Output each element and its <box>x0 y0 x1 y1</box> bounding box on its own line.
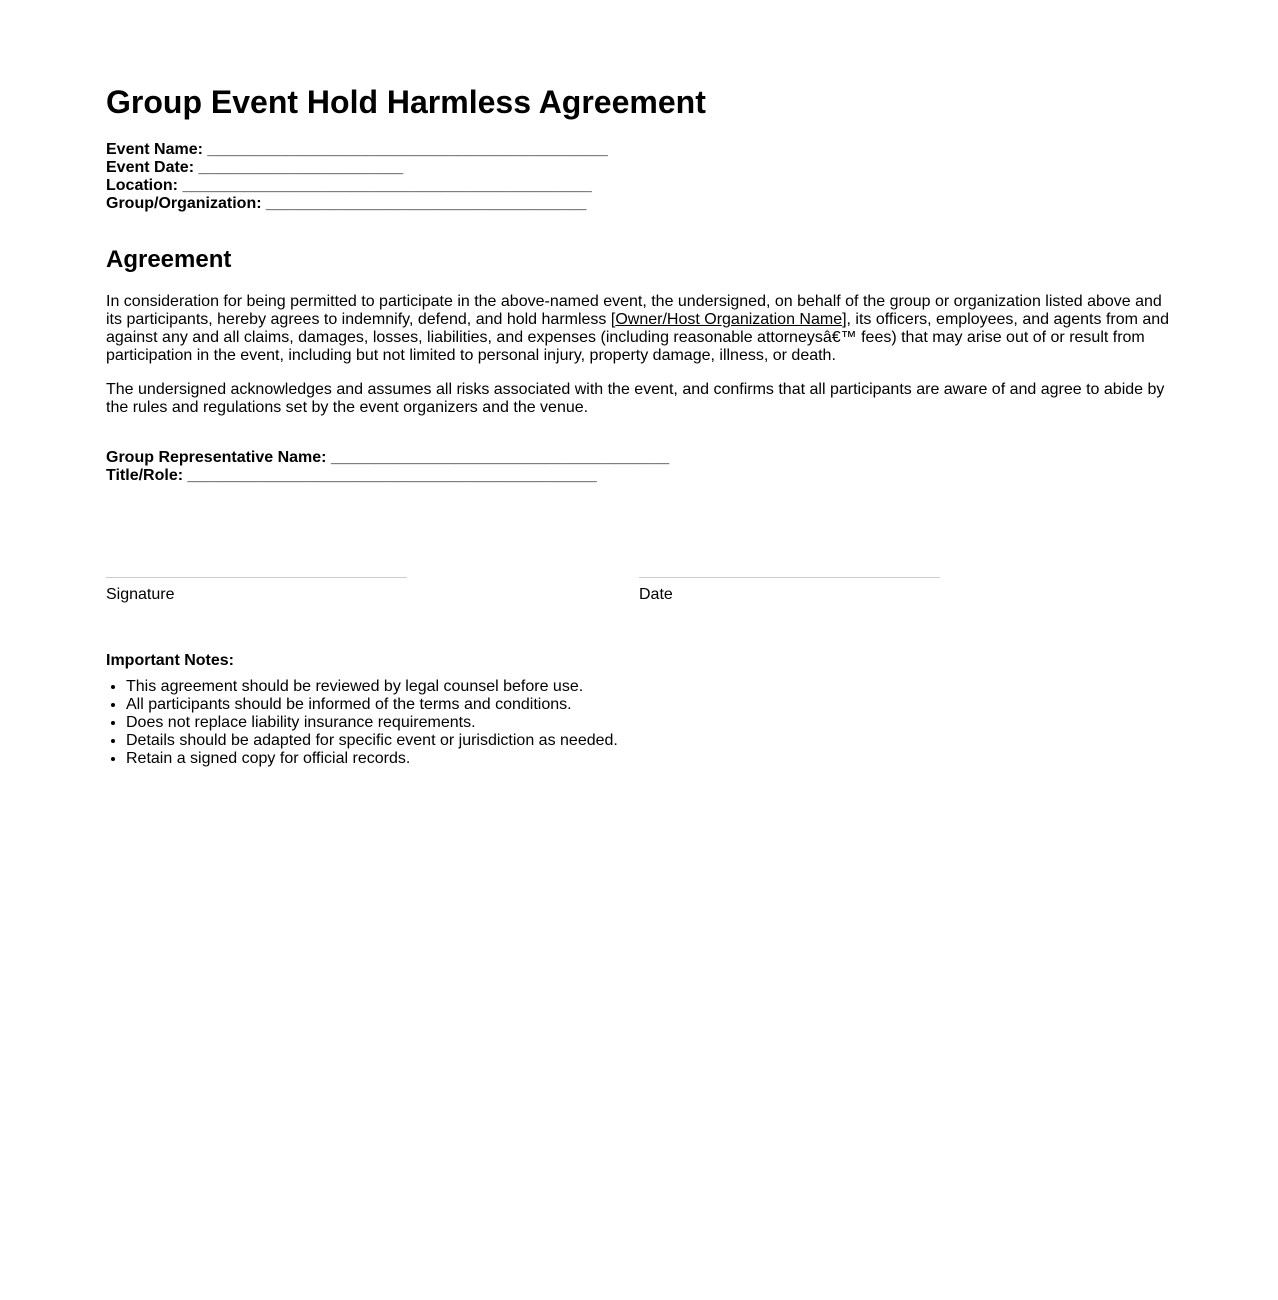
event-details-fields <box>106 141 608 213</box>
signature-block[interactable] <box>106 577 407 604</box>
document-title: Group Event Hold Harmless Agreement <box>106 84 706 120</box>
important-notes-list <box>106 678 618 768</box>
representative-name-blank: ______________________________________ <box>330 449 670 466</box>
event-date-label: Event Date: <box>106 159 195 176</box>
important-notes-title: Important Notes: <box>106 652 234 669</box>
paragraph-1-text-before: In consideration for being permitted to participate in the above-named event, the undersigned, on behalf of the group or organization listed above and its participants, hereby agrees to indemnify, defend, and hold harmless [ <box>106 293 1162 328</box>
date-label: Date <box>639 586 673 603</box>
date-line <box>639 577 940 578</box>
location-field[interactable] <box>106 177 608 195</box>
location-label: Location: <box>106 177 178 194</box>
representative-name-label: Group Representative Name: <box>106 449 327 466</box>
signature-line <box>106 577 407 578</box>
location-blank: ______________________________________________ <box>182 177 592 194</box>
group-organization-field[interactable] <box>106 195 608 213</box>
title-role-field[interactable] <box>106 467 669 485</box>
title-role-blank: ______________________________________________ <box>187 467 597 484</box>
title-role-label: Title/Role: <box>106 467 184 484</box>
list-item: • Details should be adapted for specific event or jurisdiction as needed. <box>126 732 618 750</box>
group-organization-label: Group/Organization: <box>106 195 262 212</box>
owner-host-organization-link[interactable]: Owner/Host Organization Name <box>615 311 843 328</box>
paragraph-1-text-after: ], its officers, employees, and agents from and against any and all claims, damages, losses, liabilities, and expenses (including reasonable attorneysâ€™ fees) that may arise out of or result from participation in the event, including but not limited to personal injury, property damage, illness, or death. <box>106 311 1170 364</box>
event-date-blank: _______________________ <box>198 159 404 176</box>
date-block[interactable] <box>639 577 940 604</box>
agreement-heading: Agreement <box>106 246 232 273</box>
signature-label: Signature <box>106 586 175 603</box>
group-organization-blank: ____________________________________ <box>266 195 587 212</box>
agreement-paragraph-1 <box>106 293 1172 365</box>
representative-fields <box>106 449 669 485</box>
list-item: • Retain a signed copy for official records. <box>126 750 618 768</box>
event-name-blank: _____________________________________________ <box>207 141 608 158</box>
representative-name-field[interactable] <box>106 449 669 467</box>
list-item: • All participants should be informed of the terms and conditions. <box>126 696 618 714</box>
list-item: • Does not replace liability insurance requirements. <box>126 714 618 732</box>
event-name-field[interactable] <box>106 141 608 159</box>
event-date-field[interactable] <box>106 159 608 177</box>
agreement-paragraph-2: The undersigned acknowledges and assumes all risks associated with the event, and confirms that all participants are aware of and agree to abide by the rules and regulations set by the event organizers and the venue. <box>106 381 1165 416</box>
list-item: • This agreement should be reviewed by legal counsel before use. <box>126 678 618 696</box>
event-name-label: Event Name: <box>106 141 203 158</box>
